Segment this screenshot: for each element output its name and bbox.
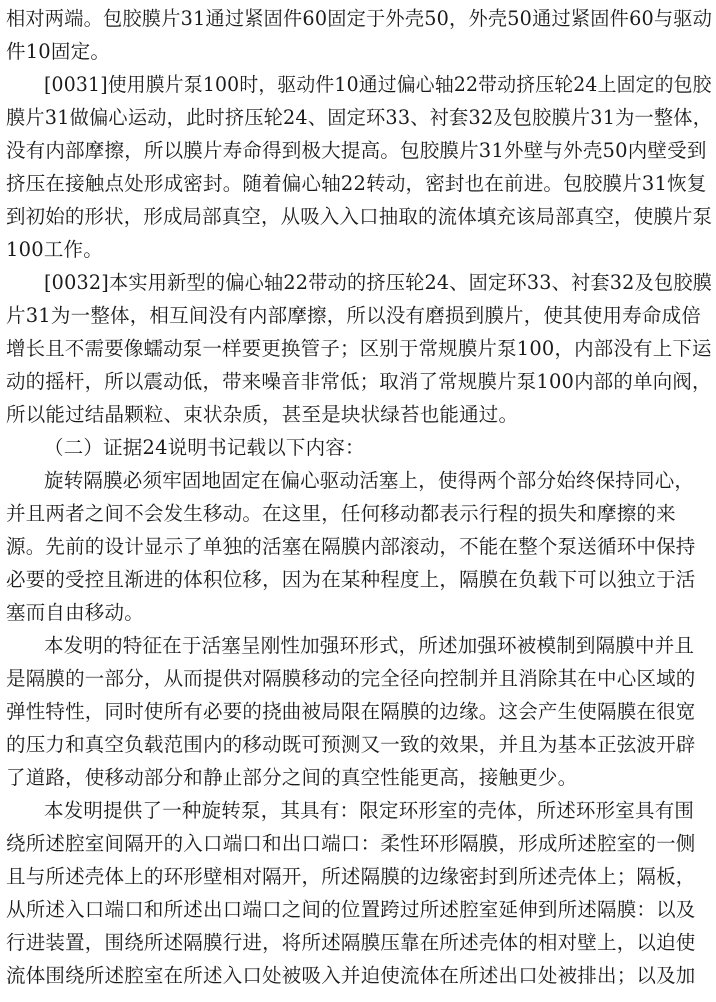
- text-line: 了道路，使移动部分和静止部分之间的真空性能更高，接触更少。: [6, 766, 578, 789]
- text-line: 增长且不需要像蠕动泵一样要更换管子；区别于常规膜片泵100，内部没有上下运: [6, 337, 712, 360]
- text-line: 弹性特性，同时使所有必要的挠曲被局限在隔膜的边缘。这会产生使隔膜在很宽: [6, 700, 696, 723]
- paragraph-0032: [0032]本实用新型的偏心轴22带动的挤压轮24、固定环33、衬套32及包胶膜: [44, 271, 713, 294]
- text-line: 相对两端。包胶膜片31通过紧固件60固定于外壳50，外壳50通过紧固件60与驱动: [6, 7, 713, 30]
- text-line: 件10固定。: [6, 40, 111, 63]
- text-line: 的压力和真空负载范围内的移动既可预测又一致的效果，并且为基本正弦波开辟: [6, 733, 696, 756]
- paragraph-rotary-diaphragm: 旋转隔膜必须牢固地固定在偏心驱动活塞上，使得两个部分始终保持同心，: [44, 469, 695, 492]
- text-line: 源。先前的设计显示了单独的活塞在隔膜内部滚动，不能在整个泵送循环中保持: [6, 535, 696, 558]
- text-line: 挤压在接触点处形成密封。随着偏心轴22转动，密封也在前进。包胶膜片31恢复: [6, 172, 707, 195]
- text-line: 100工作。: [6, 238, 103, 261]
- text-line: 流体围绕所述腔室在所述入口处被吸入并迫使流体在所述出口处被排出；以及加: [6, 964, 696, 987]
- text-line: 片31为一整体，相互间没有内部摩擦，所以没有磨损到膜片，使其使用寿命成倍: [6, 304, 702, 327]
- text-line: 到初始的形状，形成局部真空，从吸入入口抽取的流体填充该局部真空，使膜片泵: [6, 205, 713, 228]
- paragraph-rotary-pump: 本发明提供了一种旋转泵，其具有：限定环形室的壳体，所述环形室具有围: [44, 799, 695, 822]
- text-line: 并且两者之间不会发生移动。在这里，任何移动都表示行程的损失和摩擦的来: [6, 502, 676, 525]
- text-line: 绕所述腔室间隔开的入口端口和出口端口：柔性环形隔膜，形成所述腔室的一侧: [6, 832, 696, 855]
- text-line: 必要的受控且渐进的体积位移，因为在某种程度上，隔膜在负载下可以独立于活: [6, 568, 696, 591]
- text-line: 膜片31做偏心运动，此时挤压轮24、固定环33、衬套32及包胶膜片31为一整体，: [6, 106, 713, 129]
- text-line: 没有内部摩擦，所以膜片寿命得到极大提高。包胶膜片31外壁与外壳50内壁受到: [6, 139, 707, 162]
- text-line: 且与所述壳体上的环形壁相对隔开，所述隔膜的边缘密封到所述壳体上；隔板，: [6, 865, 696, 888]
- text-line: 从所述入口端口和所述出口端口之间的位置跨过所述腔室延伸到所述隔膜：以及: [6, 898, 696, 921]
- paragraph-0031: [0031]使用膜片泵100时，驱动件10通过偏心轴22带动挤压轮24上固定的包胶: [44, 73, 712, 96]
- paragraph-invention-feature: 本发明的特征在于活塞呈刚性加强环形式，所述加强环被模制到隔膜中并且: [44, 634, 695, 657]
- text-line: 行进装置，围绕所述隔膜行进，将所述隔膜压靠在所述壳体的相对壁上，以迫使: [6, 931, 696, 954]
- text-line: 动的摇杆，所以震动低，带来噪音非常低；取消了常规膜片泵100内部的单向阀，: [6, 370, 712, 393]
- text-line: 所以能过结晶颗粒、束状杂质，甚至是块状绿苔也能通过。: [6, 403, 519, 426]
- text-line: 是隔膜的一部分，从而提供对隔膜移动的完全径向控制并且消除其在中心区域的: [6, 667, 696, 690]
- section-heading-evidence-24: （二）证据24说明书记载以下内容：: [44, 436, 365, 459]
- text-line: 塞而自由移动。: [6, 601, 144, 624]
